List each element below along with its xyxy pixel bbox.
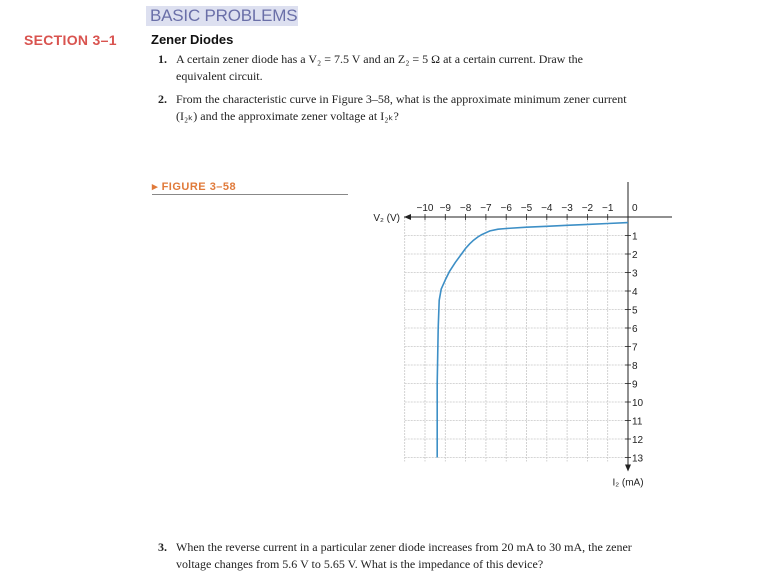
x-tick-label: −4 bbox=[541, 203, 553, 214]
problem-text: From the characteristic curve in Figure 3–58, what is the approximate minimum zener current bbox=[176, 92, 627, 106]
y-tick-label: 4 bbox=[632, 287, 638, 298]
page-heading: BASIC PROBLEMS bbox=[150, 6, 298, 25]
x-tick-label: −1 bbox=[601, 203, 614, 214]
problem-text: equivalent circuit. bbox=[176, 69, 263, 83]
y-tick-label: 2 bbox=[632, 250, 638, 261]
y-tick-label: 3 bbox=[632, 268, 638, 280]
section-title: Zener Diodes bbox=[151, 32, 234, 47]
y-tick-label: 10 bbox=[632, 398, 644, 409]
x-tick-label: −6 bbox=[500, 203, 512, 214]
chart-ticks bbox=[373, 203, 643, 489]
x-tick-label: 0 bbox=[632, 203, 638, 214]
y-tick-label: 13 bbox=[632, 453, 644, 465]
problem-number: 2. bbox=[158, 92, 167, 106]
y-tick-label: 9 bbox=[632, 379, 638, 391]
x-tick-label: −5 bbox=[520, 203, 533, 214]
problem-3 bbox=[158, 539, 632, 573]
x-tick-label: −9 bbox=[439, 203, 452, 214]
x-tick-label: −10 bbox=[416, 203, 434, 214]
figure-label: ▸ FIGURE 3–58 bbox=[152, 181, 237, 193]
y-axis-arrow bbox=[625, 465, 631, 472]
problem-text: When the reverse current in a particular zener diode increases from 20 mA to 30 mA, the zener bbox=[176, 540, 632, 554]
y-axis-title: I₂ (mA) bbox=[612, 477, 644, 489]
y-tick-label: 5 bbox=[632, 305, 638, 317]
x-axis-arrow bbox=[404, 214, 411, 220]
y-tick-label: 12 bbox=[632, 435, 644, 446]
problem-number: 3. bbox=[158, 540, 167, 554]
y-tick-label: 11 bbox=[632, 416, 643, 428]
x-tick-label: −8 bbox=[459, 203, 472, 214]
section-label: SECTION 3–1 bbox=[24, 32, 117, 48]
x-tick-label: −3 bbox=[561, 203, 573, 214]
x-tick-label: −2 bbox=[581, 203, 594, 214]
y-tick-label: 8 bbox=[632, 361, 638, 372]
x-axis-title: V₂ (V) bbox=[373, 213, 400, 224]
y-tick-label: 6 bbox=[632, 324, 638, 335]
problem-number: 1. bbox=[158, 52, 167, 66]
problem-text: A certain zener diode has a V₂ = 7.5 V and an Z₂ = 5 Ω at a certain current. Draw the bbox=[176, 52, 584, 66]
problem-text: voltage changes from 5.6 V to 5.65 V. What is the impedance of this device? bbox=[176, 557, 544, 571]
problem-text: (I₂ₖ) and the approximate zener voltage at I₂ₖ? bbox=[176, 109, 399, 123]
y-tick-label: 1 bbox=[632, 231, 638, 243]
y-tick-label: 7 bbox=[632, 342, 638, 354]
x-tick-label: −7 bbox=[480, 203, 492, 214]
